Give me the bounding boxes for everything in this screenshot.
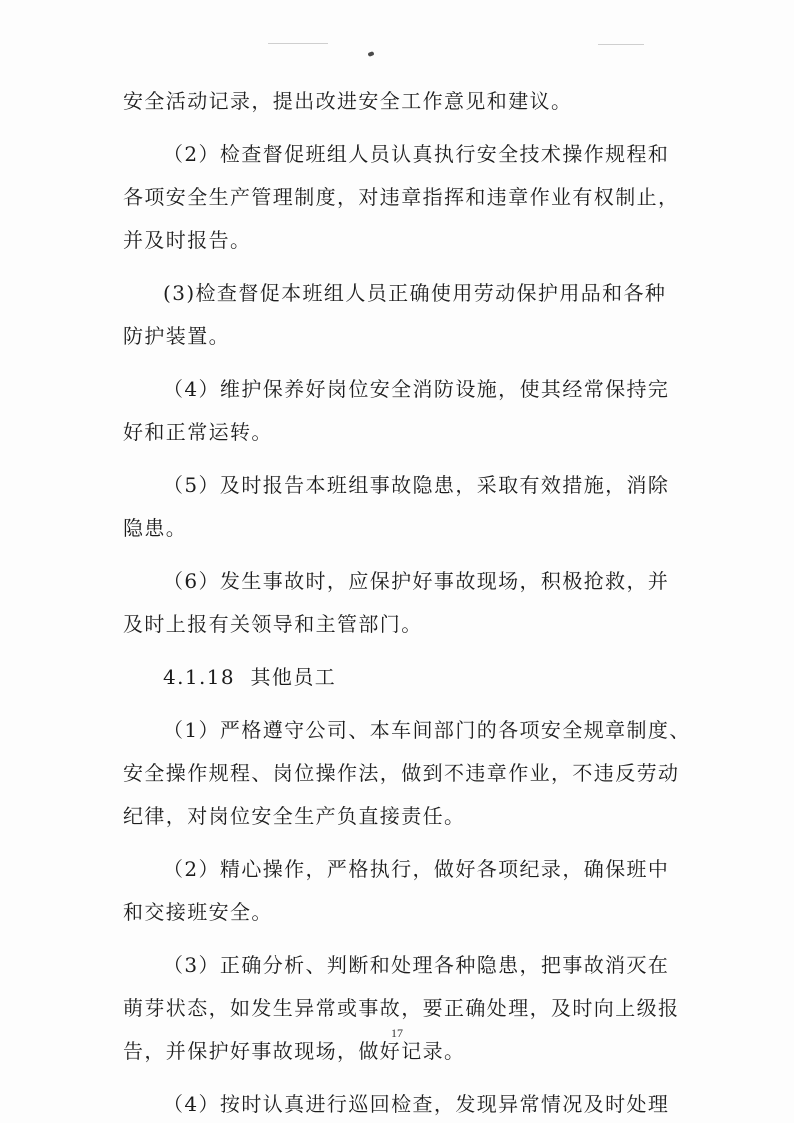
section-heading bbox=[123, 656, 675, 699]
text-line: （4）维护保养好岗位安全消防设施，使其经常保持完 bbox=[163, 377, 670, 401]
text-line: 并及时报告。 bbox=[123, 228, 252, 252]
text-line: 隐患。 bbox=[123, 516, 188, 540]
paragraph bbox=[123, 944, 680, 1073]
paragraph bbox=[123, 133, 680, 262]
scan-artifact-line bbox=[598, 44, 644, 45]
paragraph bbox=[123, 709, 691, 838]
text-line: 纪律，对岗位安全生产负直接责任。 bbox=[123, 804, 466, 828]
page-number: 17 bbox=[391, 1026, 403, 1040]
paragraph bbox=[123, 272, 675, 358]
text-line: 萌芽状态，如发生异常或事故，要正确处理，及时向上级报 bbox=[123, 996, 680, 1020]
paragraph bbox=[123, 1083, 675, 1126]
text-line: 好和正常运转。 bbox=[123, 420, 273, 444]
text-line: 防护装置。 bbox=[123, 324, 230, 348]
scan-artifact-speck bbox=[367, 51, 374, 57]
paragraph bbox=[123, 560, 675, 646]
text-line: 安全操作规程、岗位操作法，做到不违章作业，不违反劳动 bbox=[123, 761, 680, 785]
text-line: 和交接班安全。 bbox=[123, 900, 273, 924]
paragraph bbox=[123, 848, 675, 934]
text-line: 及时上报有关领导和主管部门。 bbox=[123, 612, 423, 636]
paragraph bbox=[123, 464, 675, 550]
text-line: 4.1.18 其他员工 bbox=[163, 665, 337, 689]
text-line: （2）检查督促班组人员认真执行安全技术操作规程和 bbox=[163, 142, 670, 166]
text-line: 告，并保护好事故现场，做好记录。 bbox=[123, 1039, 466, 1063]
text-line: （4）按时认真进行巡回检查，发现异常情况及时处理 bbox=[163, 1092, 670, 1116]
paragraph bbox=[123, 80, 675, 123]
text-line: （1）严格遵守公司、本车间部门的各项安全规章制度、 bbox=[163, 718, 691, 742]
document-body bbox=[123, 80, 691, 1126]
scan-artifact-line bbox=[268, 43, 328, 44]
text-line: (3)检查督促本班组人员正确使用劳动保护用品和各种 bbox=[163, 281, 667, 305]
text-line: （6）发生事故时，应保护好事故现场，积极抢救，并 bbox=[163, 569, 670, 593]
paragraph bbox=[123, 368, 675, 454]
text-line: 安全活动记录，提出改进安全工作意见和建议。 bbox=[123, 89, 573, 113]
text-line: （2）精心操作，严格执行，做好各项纪录，确保班中 bbox=[163, 857, 670, 881]
text-line: （3）正确分析、判断和处理各种隐患，把事故消灭在 bbox=[163, 953, 670, 977]
text-line: 各项安全生产管理制度，对违章指挥和违章作业有权制止， bbox=[123, 185, 680, 209]
text-line: （5）及时报告本班组事故隐患，采取有效措施，消除 bbox=[163, 473, 670, 497]
